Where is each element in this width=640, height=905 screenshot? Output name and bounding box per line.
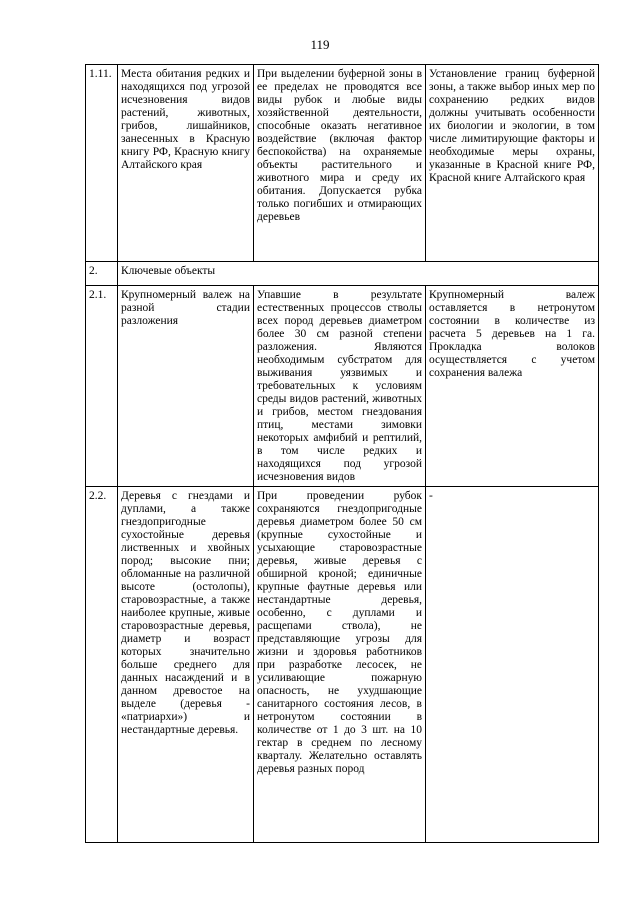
row-number: 2.1.: [86, 286, 118, 487]
object-cell: Места обитания редких и находящихся под угрозой исчезновения видов растений, животных, грибов, лишайников, занесенных в Красную книгу РФ, Красную книгу Алтайского края: [118, 65, 254, 262]
requirements-cell: При выделении буферной зоны в ее пределах не проводятся все виды рубок и любые виды хозяйственной деятельности, способные оказать негативное воздействие (включая фактор беспокойства) на охраняемые объекты растительного и животного мира и среду их обитания. Допускается рубка только погибших и отмирающих деревьев: [254, 65, 426, 262]
table-row: [86, 65, 599, 262]
object-cell: Крупномерный валеж на разной стадии разложения: [118, 286, 254, 487]
requirements-cell: Упавшие в результате естественных процессов стволы всех пород деревьев диаметром более 30 см разной степени разложения. Являются необходимым субстратом для выживания уязвимых и требовательных к условиям среды видов растений, животных и грибов, местом гнездования птиц, местами зимовки некоторых амфибий и рептилий, в том числе редких и находящихся под угрозой исчезновения видов: [254, 286, 426, 487]
requirements-cell: При проведении рубок сохраняются гнездопригодные деревья диаметром более 50 см (крупные сухостойные и усыхающие старовозрастные деревья, живые деревья с обширной кроной; единичные крупные фаутные деревья или нестандартные деревья, особенно, с дуплами и расщепами ствола), не представляющие угрозы для жизни и здоровья работников при разработке лесосек, не усиливающие пожарную опасность, не ухудшающие санитарного состояния лесов, в нетронутом состоянии в количестве от 1 до 3 шт. на 10 гектар в среднем по лесному кварталу. Желательно оставлять деревья разных пород: [254, 487, 426, 843]
measures-cell: -: [426, 487, 599, 843]
row-number: 2.: [86, 262, 118, 286]
table-row: [86, 286, 599, 487]
measures-cell: Установление границ буферной зоны, а также выбор иных мер по сохранению редких видов должны учитывать особенности их биологии и экологии, в том числе лимитирующие факторы и необходимые меры охраны, указанные в Красной книге РФ, Красной книге Алтайского края: [426, 65, 599, 262]
page-number: 119: [310, 37, 330, 52]
measures-cell: Крупномерный валеж оставляется в нетронутом состоянии в количестве из расчета 5 деревьев на 1 га. Прокладка волоков осуществляется с учетом сохранения валежа: [426, 286, 599, 487]
table-row: [86, 487, 599, 843]
section-row: [86, 262, 599, 286]
section-title: Ключевые объекты: [118, 262, 599, 286]
row-number: 1.11.: [86, 65, 118, 262]
row-number: 2.2.: [86, 487, 118, 843]
protected-objects-table: [85, 64, 599, 843]
object-cell: Деревья с гнездами и дуплами, а также гнездопригодные сухостойные деревья лиственных и хвойных пород; высокие пни; обломанные на различной высоте (остолопы), старовозрастные, а также наиболее крупные, живые старовозрастные деревья, диаметр и возраст которых значительно больше среднего для данных насаждений и в данном древостое на выделе (деревья - «патриархи») и нестандартные деревья.: [118, 487, 254, 843]
